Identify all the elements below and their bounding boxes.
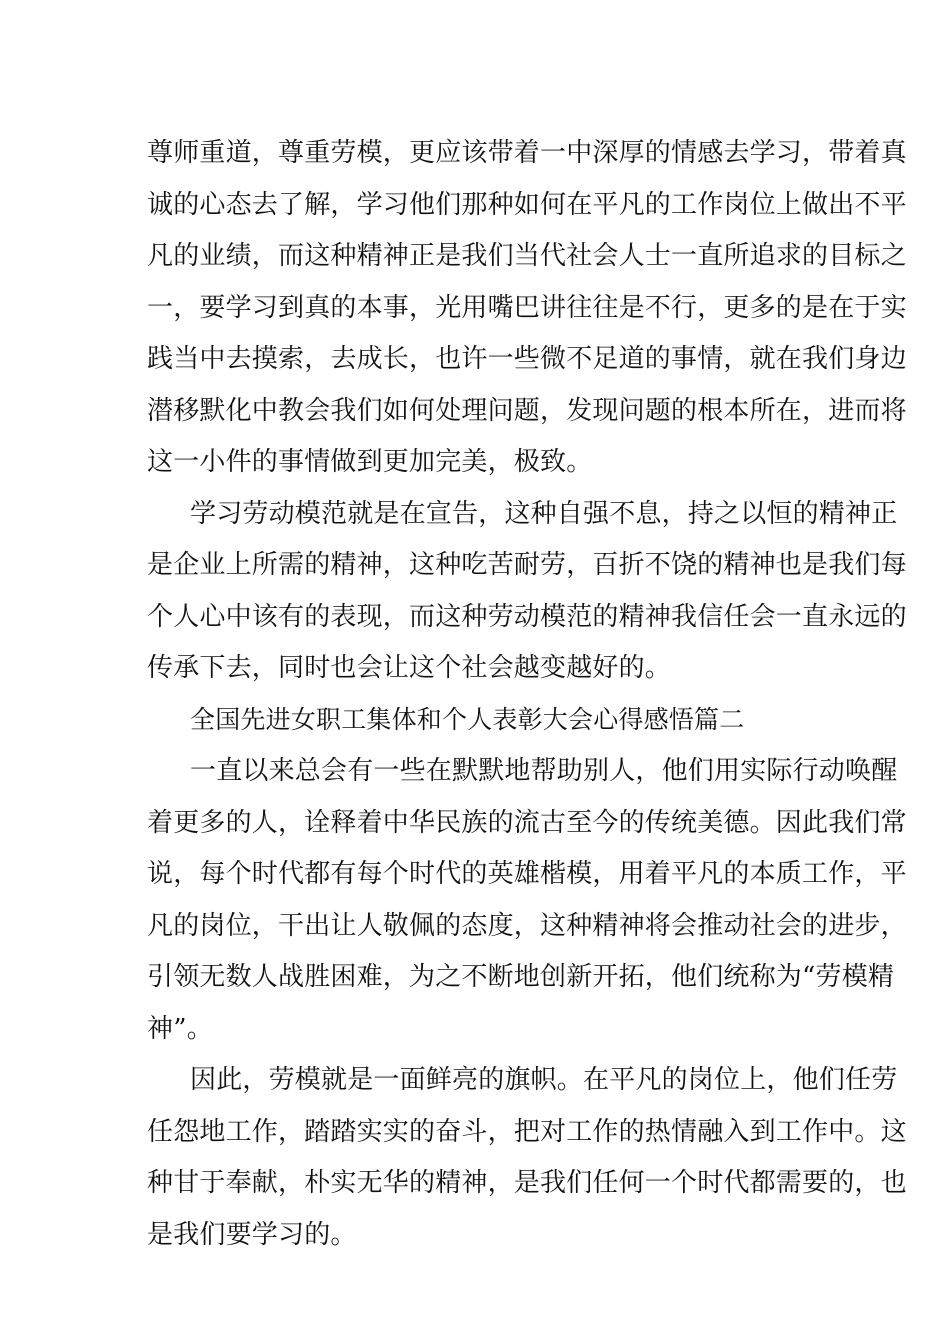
paragraph-line: 神”。 <box>147 1014 213 1044</box>
paragraph-line: 引领无数人战胜困难，为之不断地创新开拓，他们统称为“劳模精 <box>147 962 895 992</box>
paragraph-line: 着更多的人，诠释着中华民族的流古至今的传统美德。因此我们常 <box>147 808 907 838</box>
paragraph-line: 凡的岗位，干出让人敬佩的态度，这种精神将会推动社会的进步， <box>147 911 907 941</box>
paragraph-line: 践当中去摸索，去成长，也许一些微不足道的事情，就在我们身边 <box>147 344 907 374</box>
paragraph-line: 是企业上所需的精神，这种吃苦耐劳，百折不饶的精神也是我们每 <box>147 550 907 580</box>
paragraph-line: 学习劳动模范就是在宣告，这种自强不息，持之以恒的精神正 <box>190 499 898 529</box>
paragraph-line: 种甘于奉献，朴实无华的精神，是我们任何一个时代都需要的，也 <box>147 1168 907 1198</box>
paragraph-line: 潜移默化中教会我们如何处理问题，发现问题的根本所在，进而将 <box>147 396 907 426</box>
paragraph-line: 因此，劳模就是一面鲜亮的旗帜。在平凡的岗位上，他们任劳 <box>190 1065 898 1095</box>
paragraph-line: 任怨地工作，踏踏实实的奋斗，把对工作的热情融入到工作中。这 <box>147 1117 907 1147</box>
paragraph-line: 个人心中该有的表现，而这种劳动模范的精神我信任会一直永远的 <box>147 602 907 632</box>
section-heading: 全国先进女职工集体和个人表彰大会心得感悟篇二 <box>190 705 745 734</box>
paragraph-line: 传承下去，同时也会让这个社会越变越好的。 <box>147 653 672 683</box>
paragraph-line: 凡的业绩，而这种精神正是我们当代社会人士一直所追求的目标之 <box>147 241 907 271</box>
paragraph-line: 这一小件的事情做到更加完美，极致。 <box>147 447 593 477</box>
paragraph-line: 说，每个时代都有每个时代的英雄楷模，用着平凡的本质工作，平 <box>147 859 907 889</box>
paragraph-line: 尊师重道，尊重劳模，更应该带着一中深厚的情感去学习，带着真 <box>147 138 907 168</box>
paragraph-line: 是我们要学习的。 <box>147 1220 357 1250</box>
paragraph-line: 一，要学习到真的本事，光用嘴巴讲往往是不行，更多的是在于实 <box>147 293 907 323</box>
paragraph-line: 诚的心态去了解，学习他们那种如何在平凡的工作岗位上做出不平 <box>147 190 907 220</box>
paragraph-line: 一直以来总会有一些在默默地帮助别人，他们用实际行动唤醒 <box>190 756 898 786</box>
